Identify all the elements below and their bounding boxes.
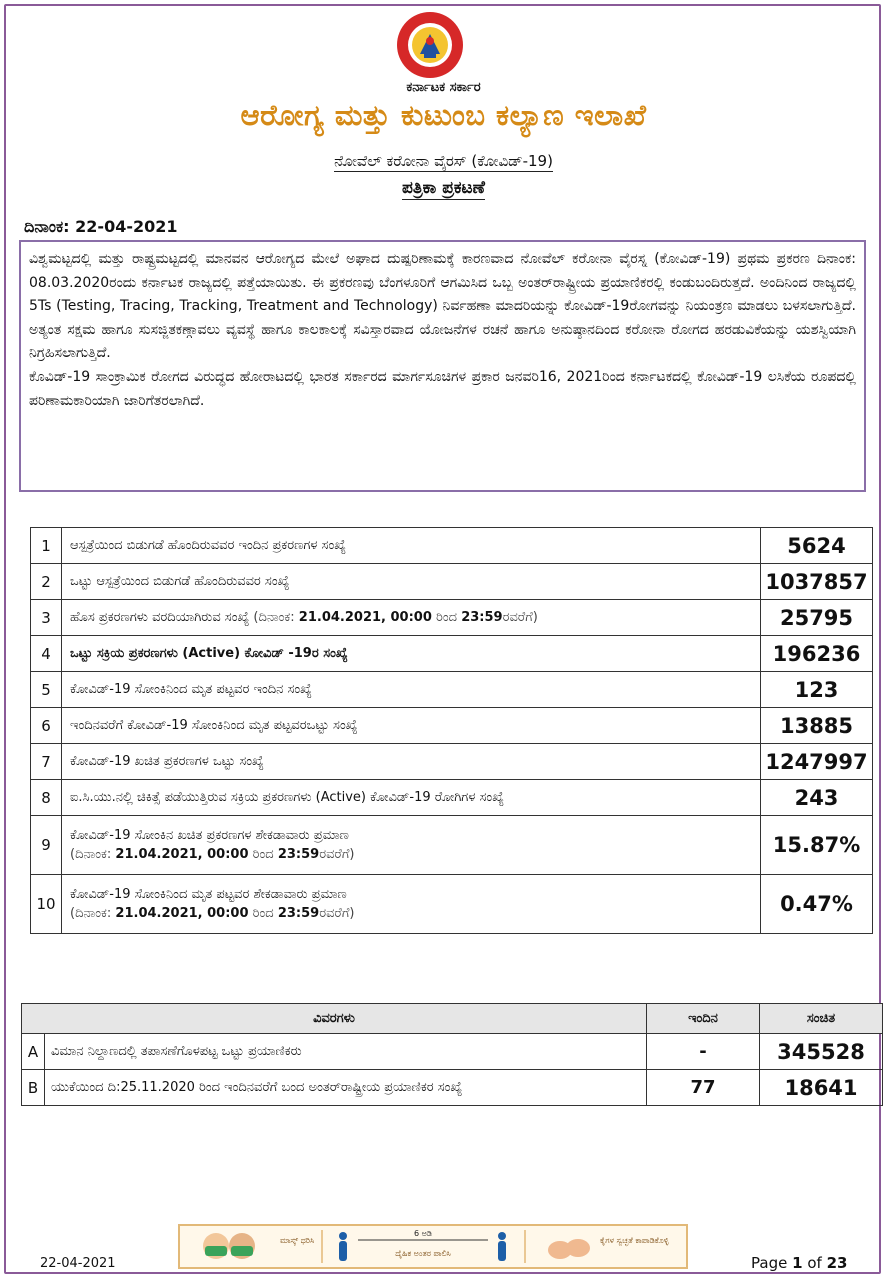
- traveller-table: [21, 1003, 883, 1106]
- row-label: ಇಂದಿನವರೆಗೆ ಕೋವಿಡ್-19 ಸೋಂಕಿನಿಂದ ಮೃತ ಪಟ್ಟವರಒಟ್ಟು ಸಂಖ್ಯೆ: [62, 708, 761, 744]
- row-label: ವಿಮಾನ ನಿಲ್ದಾಣದಲ್ಲಿ ತಪಾಸಣೆಗೊಳಪಟ್ಟ ಒಟ್ಟು ಪ್ರಯಾಣಿಕರು: [45, 1034, 647, 1070]
- row-letter: A: [22, 1034, 45, 1070]
- hand-wash-icon: [548, 1239, 590, 1259]
- row-number: 5: [31, 672, 62, 708]
- traveller-row: [22, 1070, 883, 1106]
- row-number: 2: [31, 564, 62, 600]
- intro-paragraph-2: ಕೊವಿಡ್-19 ಸಾಂಕ್ರಾಮಿಕ ರೋಗದ ವಿರುದ್ಧದ ಹೋರಾಟದಲ್ಲಿ ಭಾರತ ಸರ್ಕಾರದ ಮಾರ್ಗಸೂಚಿಗಳ ಪ್ರಕಾರ ಜನವರಿ16, 2021ರಿಂದ ಕರ್ನಾಟಕದಲ್ಲಿ ಕೋವಿಡ್-19 ಲಸಿಕೆಯ ರೂಪದಲ್ಲಿ ಪರಿಣಾಮಕಾರಿಯಾಗಿ ಜಾರಿಗೆತರಲಾಗಿದೆ.: [29, 368, 856, 409]
- row-number: 10: [31, 875, 62, 934]
- karnataka-emblem-logo: [384, 10, 476, 80]
- row-label: ಹೊಸ ಪ್ರಕರಣಗಳು ವರದಿಯಾಗಿರುವ ಸಂಖ್ಯೆ (ದಿನಾಂಕ: 21.04.2021, 00:00 ರಿಂದ 23:59ರವರೆಗೆ): [62, 600, 761, 636]
- row-value: 25795: [761, 600, 873, 636]
- stats-row: [31, 780, 873, 816]
- row-value: 196236: [761, 636, 873, 672]
- stats-row: [31, 672, 873, 708]
- department-title: ಆರೋಗ್ಯ ಮತ್ತು ಕುಟುಂಬ ಕಲ್ಯಾಣ ಇಲಾಖೆ: [240, 98, 647, 132]
- stats-row: [31, 564, 873, 600]
- stats-row: [31, 816, 873, 875]
- row-number: 7: [31, 744, 62, 780]
- row-label: ಯುಕೆಯಿಂದ ದಿ:25.11.2020 ರಿಂದ ಇಂದಿನವರೆಗೆ ಬಂದ ಅಂತರ್‌ರಾಷ್ಟ್ರೀಯ ಪ್ರಯಾಣಿಕರ ಸಂಖ್ಯೆ: [45, 1070, 647, 1106]
- covid-advisory-banner: [178, 1224, 688, 1269]
- row-value: 13885: [761, 708, 873, 744]
- row-number: 3: [31, 600, 62, 636]
- header-today: ಇಂದಿನ: [647, 1004, 760, 1034]
- hand-wash-text: ಕೈಗಳ ಸ್ವಚ್ಛತೆ ಕಾಪಾಡಿಕೊಳ್ಳಿ: [600, 1236, 669, 1245]
- date-label: ದಿನಾಂಕ:: [24, 217, 70, 236]
- press-release-heading: ಪತ್ರಿಕಾ ಪ್ರಕಟಣೆ: [402, 178, 485, 198]
- mask-icon: [203, 1233, 255, 1259]
- row-cumulative: 345528: [760, 1034, 883, 1070]
- row-cumulative: 18641: [760, 1070, 883, 1106]
- intro-paragraph-1: ವಿಶ್ವಮಟ್ಟದಲ್ಲಿ ಮತ್ತು ರಾಷ್ಟ್ರಮಟ್ಟದಲ್ಲಿ ಮಾನವನ ಆರೋಗ್ಯದ ಮೇಲೆ ಅಘಾದ ದುಷ್ಪರಿಣಾಮಕ್ಕೆ ಕಾರಣವಾದ ನೋವೆಲ್ ಕರೋನಾ ವೈರಸ್ನ (ಕೋವಿಡ್-19) ಪ್ರಥಮ ಪ್ರಕರಣ ದಿನಾಂಕ: 08.03.2020ರಂದು ಕರ್ನಾಟಕ ರಾಜ್ಯದಲ್ಲಿ ಪತ್ತೆಯಾಯಿತು. ಈ ಪ್ರಕರಣವು ಬೆಂಗಳೂರಿಗೆ ಆಗಮಿಸಿದ ಒಬ್ಬ ಅಂತರ್‌ರಾಷ್ಟ್ರೀಯ ಪ್ರಯಾಣಿಕರಲ್ಲಿ ಕಂಡುಬಂದಿರುತ್ತದೆ. ಅಂದಿನಿಂದ ರಾಜ್ಯದಲ್ಲಿ 5Ts (Testing, Tracing, Tracking, Treatment and Technology) ನಿರ್ವಹಣಾ ಮಾದರಿಯನ್ನು ಕೋವಿಡ್-19ರೋಗವನ್ನು ನಿಯಂತ್ರಣ ಮಾಡಲು ಬಳಸಲಾಗುತ್ತಿದೆ. ಅತ್ಯಂತ ಸಕ್ಷಮ ಹಾಗೂ ಸುಸಜ್ಜಿತಕಣ್ಗಾವಲು ವ್ಯವಸ್ಥೆ ಹಾಗೂ ಕಾಲಕಾಲಕ್ಕೆ ಸವಿಸ್ತಾರವಾದ ಯೋಜನೆಗಳ ರಚನೆ ಹಾಗೂ ಅನುಷ್ಠಾನದಿಂದ ಕರೋನಾ ರೋಗದ ಹರಡುವಿಕೆಯನ್ನು ಯಶಸ್ವಿಯಾಗಿ ನಿಗ್ರಹಿಸಲಾಗುತ್ತಿದೆ.: [29, 251, 856, 362]
- row-value: 5624: [761, 528, 873, 564]
- row-label: ಒಟ್ಟು ಆಸ್ಪತ್ರೆಯಿಂದ ಬಿಡುಗಡೆ ಹೊಂದಿರುವವರ ಸಂಖ್ಯೆ: [62, 564, 761, 600]
- traveller-header-row: [22, 1004, 883, 1034]
- row-label: ಕೋವಿಡ್-19 ಖಚಿತ ಪ್ರಕರಣಗಳ ಒಟ್ಟು ಸಂಖ್ಯೆ: [62, 744, 761, 780]
- row-today: -: [647, 1034, 760, 1070]
- mask-text: ಮಾಸ್ಕ್ ಧರಿಸಿ: [280, 1236, 315, 1245]
- covid-stats-table: [30, 527, 873, 934]
- row-number: 4: [31, 636, 62, 672]
- stats-row: [31, 528, 873, 564]
- row-value: 243: [761, 780, 873, 816]
- row-today: 77: [647, 1070, 760, 1106]
- row-value: 123: [761, 672, 873, 708]
- row-label: ಐ.ಸಿ.ಯು.ನಲ್ಲಿ ಚಿಕಿತ್ಸೆ ಪಡೆಯುತ್ತಿರುವ ಸಕ್ರಿಯ ಪ್ರಕರಣಗಳು (Active) ಕೋವಿಡ್-19 ರೋಗಿಗಳ ಸಂಖ್ಯೆ: [62, 780, 761, 816]
- intro-box: [19, 240, 866, 492]
- row-number: 9: [31, 816, 62, 875]
- row-label: ಕೋವಿಡ್-19 ಸೋಂಕಿನ ಖಚಿತ ಪ್ರಕರಣಗಳ ಶೇಕಡಾವಾರು ಪ್ರಮಾಣ (ದಿನಾಂಕ: 21.04.2021, 00:00 ರಿಂದ 23:59ರವರೆಗೆ): [62, 816, 761, 875]
- row-number: 1: [31, 528, 62, 564]
- row-number: 6: [31, 708, 62, 744]
- advisory-banner-graphic: [180, 1226, 686, 1267]
- stats-row: [31, 744, 873, 780]
- stats-row: [31, 875, 873, 934]
- stats-row: [31, 708, 873, 744]
- row-label: ಕೋವಿಡ್-19 ಸೋಂಕಿನಿಂದ ಮೃತ ಪಟ್ಟವರ ಇಂದಿನ ಸಂಖ್ಯೆ: [62, 672, 761, 708]
- footer-date: 22-04-2021: [40, 1256, 116, 1271]
- row-value: 0.47%: [761, 875, 873, 934]
- header-details: ವಿವರಗಳು: [22, 1004, 647, 1034]
- row-label: ಕೋವಿಡ್-19 ಸೋಂಕಿನಿಂದ ಮೃತ ಪಟ್ಟವರ ಶೇಕಡಾವಾರು ಪ್ರಮಾಣ (ದಿನಾಂಕ: 21.04.2021, 00:00 ರಿಂದ 23:59ರವರೆಗೆ): [62, 875, 761, 934]
- distance-bottom-text: ದೈಹಿಕ ಅಂತರ ಪಾಲಿಸಿ: [395, 1249, 451, 1258]
- stats-row: [31, 600, 873, 636]
- row-letter: B: [22, 1070, 45, 1106]
- page-number: Page 1 of 23: [751, 1254, 848, 1272]
- row-value: 1037857: [761, 564, 873, 600]
- date-value: 22-04-2021: [75, 217, 178, 236]
- traveller-row: [22, 1034, 883, 1070]
- release-date: [24, 217, 178, 237]
- stats-row: [31, 636, 873, 672]
- header-cumulative: ಸಂಚಿತ: [760, 1004, 883, 1034]
- distance-top-text: 6 ಅಡಿ: [414, 1229, 432, 1238]
- row-label: ಒಟ್ಟು ಸಕ್ರಿಯ ಪ್ರಕರಣಗಳು (Active) ಕೋವಿಡ್ -19ರ ಸಂಖ್ಯೆ: [62, 636, 761, 672]
- row-value: 1247997: [761, 744, 873, 780]
- row-number: 8: [31, 780, 62, 816]
- row-value: 15.87%: [761, 816, 873, 875]
- government-name: ಕರ್ನಾಟಕ ಸರ್ಕಾರ: [406, 80, 481, 95]
- row-label: ಆಸ್ಪತ್ರೆಯಿಂದ ಬಿಡುಗಡೆ ಹೊಂದಿರುವವರ ಇಂದಿನ ಪ್ರಕರಣಗಳ ಸಂಖ್ಯೆ: [62, 528, 761, 564]
- subject-line: ನೋವೆಲ್ ಕರೋನಾ ವೈರಸ್ (ಕೋವಿಡ್-19): [334, 152, 553, 170]
